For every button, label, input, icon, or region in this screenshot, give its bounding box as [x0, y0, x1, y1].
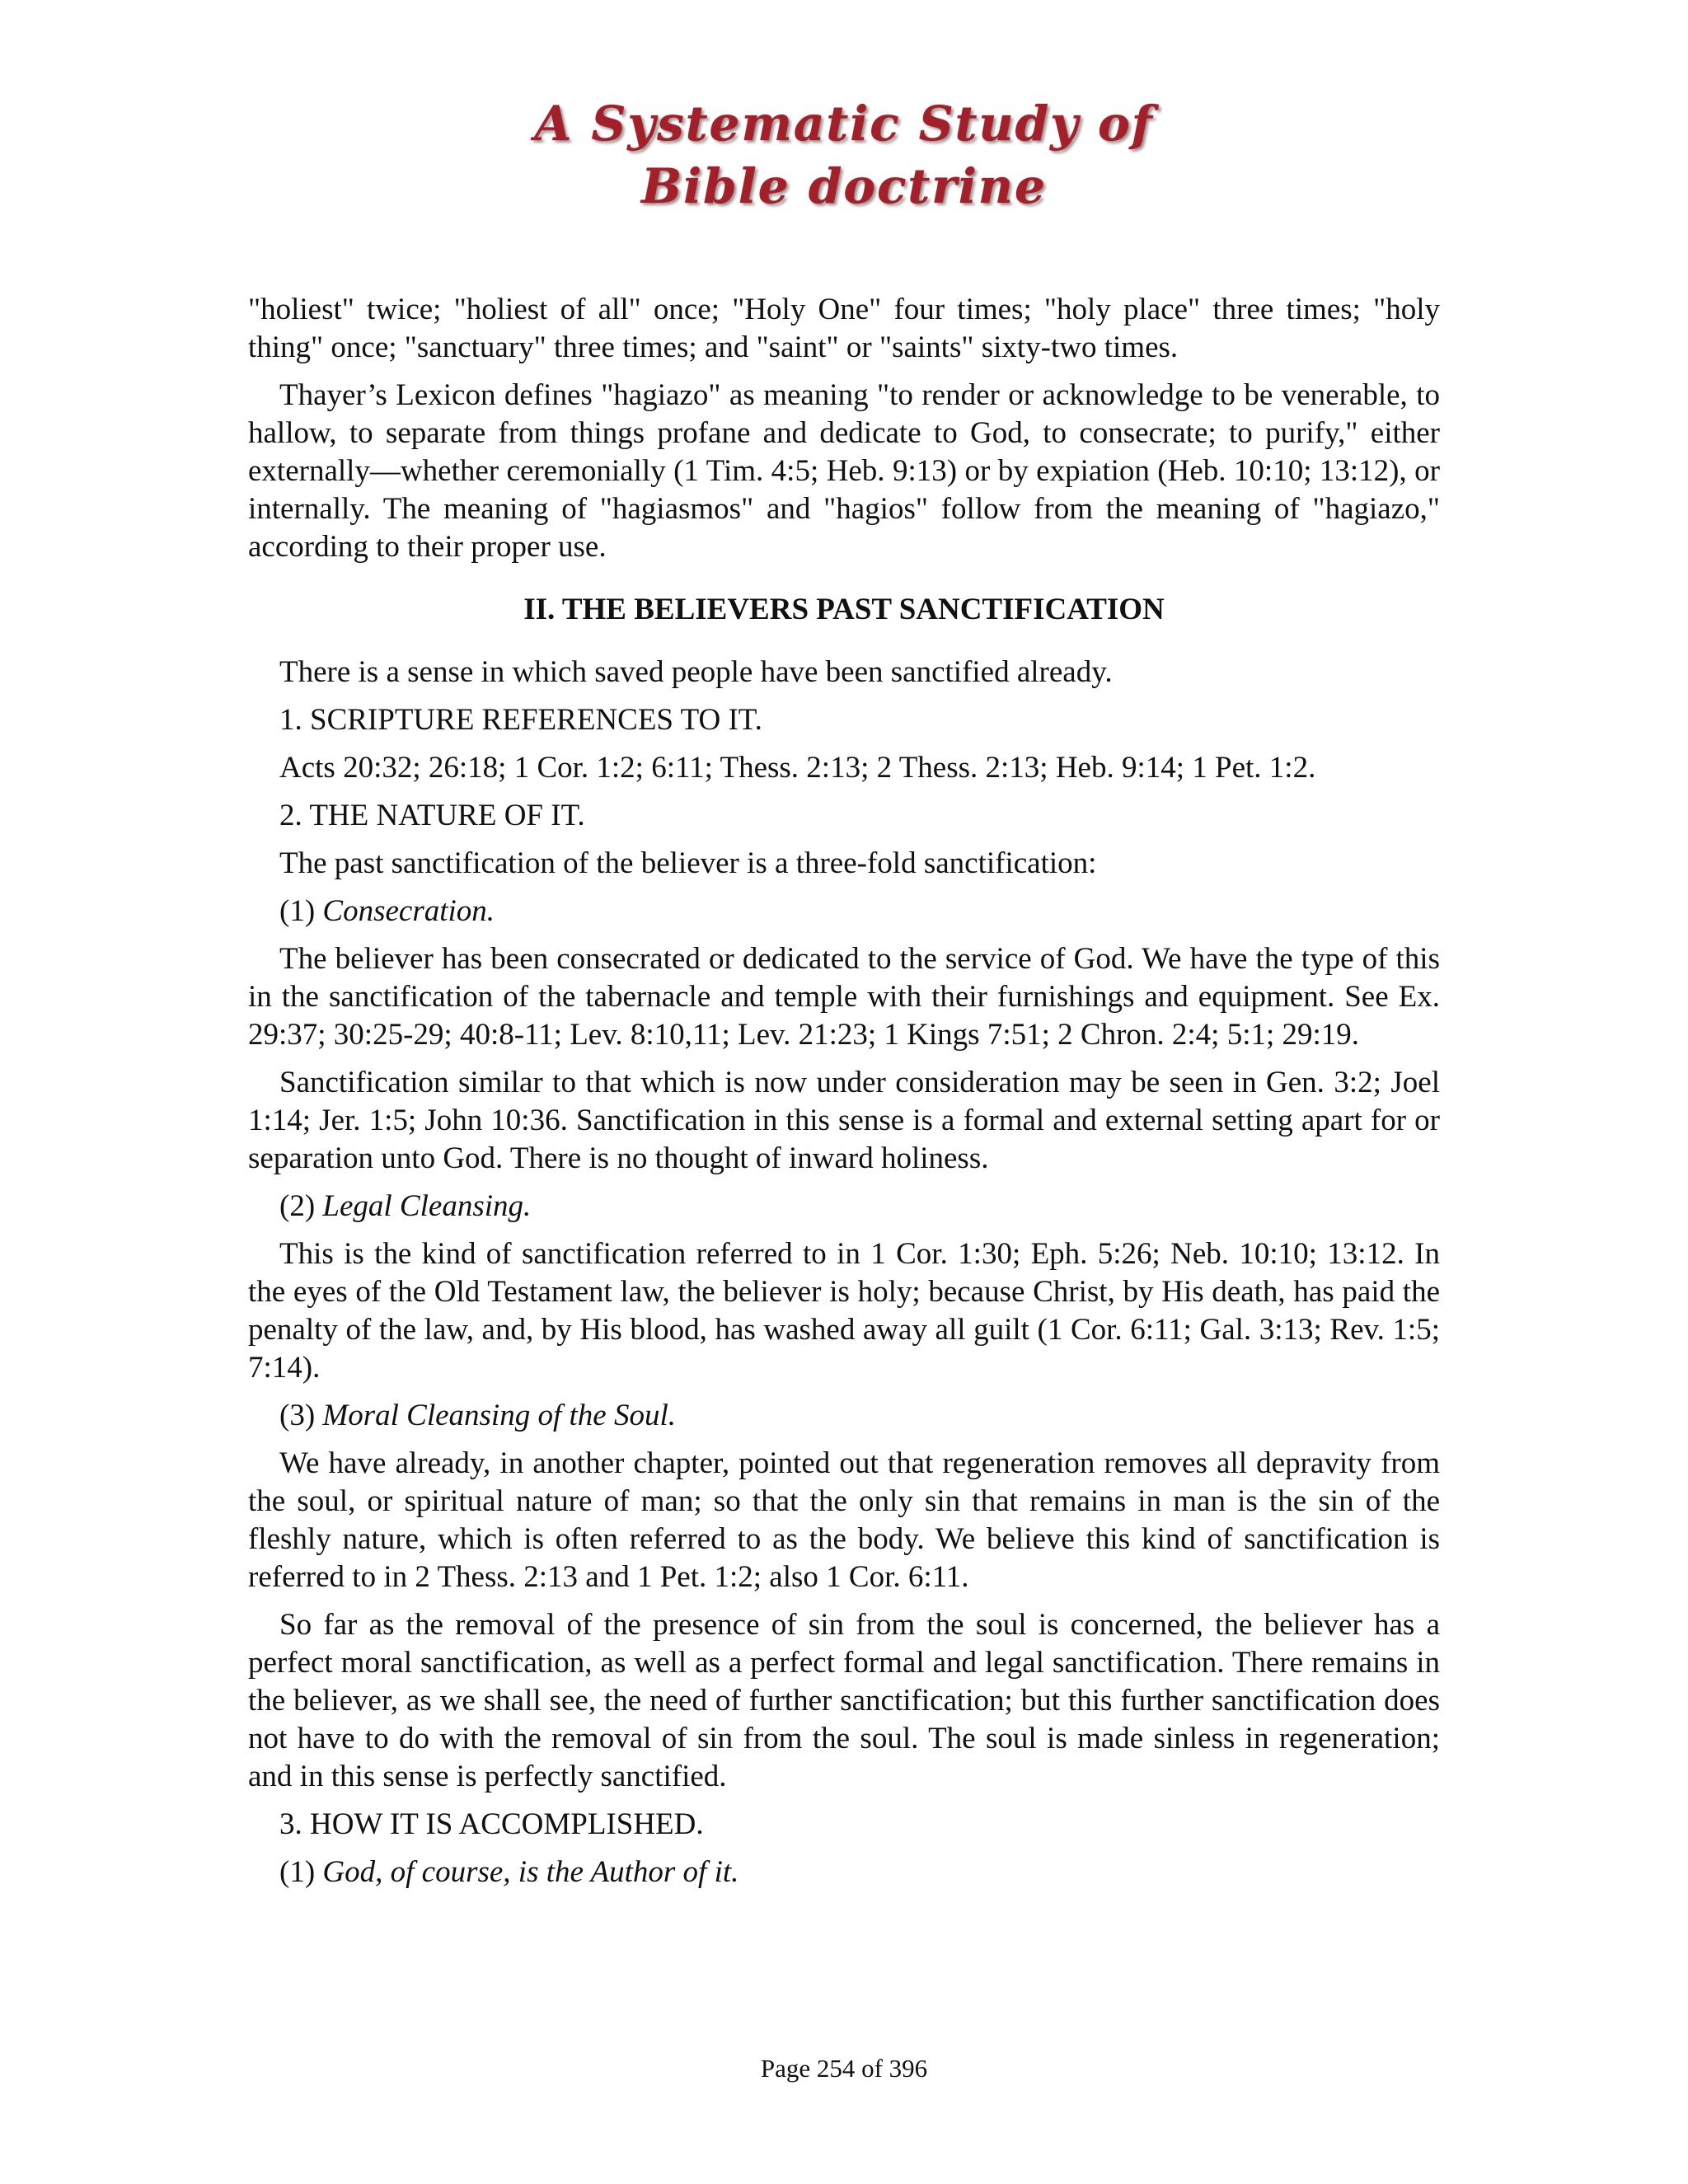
paragraph-6: The believer has been consecrated or dedicated to the service of God. We have the type of this in the sanctification of the tabernacle and temple with their furnishings and equipment. See Ex. 29:37; 30:25-29; 40:8-11; Lev. 8:10,11; Lev. 21:23; 1 Kings 7:51; 2 Chron. 2:4; 5:1; 29:19. — [248, 942, 1440, 1052]
paragraph-4: Acts 20:32; 26:18; 1 Cor. 1:2; 6:11; Thess. 2:13; 2 Thess. 2:13; Heb. 9:14; 1 Pet. 1:2. — [279, 751, 1316, 785]
page-header-title — [0, 92, 1688, 218]
paragraph-3: There is a sense in which saved people have been sanctified already. — [279, 655, 1113, 689]
subheading-1: 1. SCRIPTURE REFERENCES TO IT. — [279, 703, 762, 737]
item-2-title: Legal Cleansing. — [322, 1189, 532, 1223]
paragraph-5: The past sanctification of the believer is a three-fold sanctification: — [279, 846, 1097, 880]
header-title-line-1: A Systematic Study of — [534, 96, 1154, 152]
item-4-number: (1) — [279, 1855, 316, 1889]
item-heading-3 — [248, 1397, 1440, 1435]
paragraph-8: This is the kind of sanctification referred to in 1 Cor. 1:30; Eph. 5:26; Neb. 10:10; 13:12. In the eyes of the Old Testament law, the believer is holy; because Christ, by His death, has paid the penalty of the law, and, by His blood, has washed away all guilt (1 Cor. 6:11; Gal. 3:13; Rev. 1:5; 7:14). — [248, 1237, 1440, 1385]
item-heading-2 — [248, 1188, 1440, 1226]
item-3-number: (3) — [279, 1399, 316, 1432]
paragraph-7: Sanctification similar to that which is now under consideration may be seen in Gen. 3:2; Joel 1:14; Jer. 1:5; John 10:36. Sanctification in this sense is a formal and external setting apart for or separation unto God. There is no thought of inward holiness. — [248, 1066, 1440, 1175]
item-heading-4 — [248, 1854, 1440, 1891]
item-4-title: God, of course, is the Author of it. — [322, 1855, 739, 1889]
subheading-3: 3. HOW IT IS ACCOMPLISHED. — [279, 1807, 704, 1841]
paragraph-9: We have already, in another chapter, pointed out that regeneration removes all depravity from the soul, or spiritual nature of man; so that the only sin that remains in man is the sin of the fleshly nature, which is often referred to as the body. We believe this kind of sanctification is referred to in 2 Thess. 2:13 and 1 Pet. 1:2; also 1 Cor. 6:11. — [248, 1446, 1440, 1594]
document-body — [248, 291, 1440, 1901]
paragraph-10: So far as the removal of the presence of sin from the soul is concerned, the believer has a perfect moral sanctification, as well as a perfect formal and legal sanctification. There remains in the believer, as we shall see, the need of further sanctification; but this further sanctification does not have to do with the removal of sin from the soul. The soul is made sinless in regeneration; and in this sense is perfectly sanctified. — [248, 1608, 1440, 1793]
item-1-title: Consecration. — [322, 894, 495, 928]
item-heading-1 — [248, 893, 1440, 930]
page-number: Page 254 of 396 — [760, 2054, 928, 2083]
header-title-line-2: Bible doctrine — [641, 158, 1047, 214]
paragraph-2: Thayer’s Lexicon defines "hagiazo" as meaning "to render or acknowledge to be venerable, to hallow, to separate from things profane and dedicate to God, to consecrate; to purify," either externally—whether ceremonially (1 Tim. 4:5; Heb. 9:13) or by expiation (Heb. 10:10; 13:12), or internally. The meaning of "hagiasmos" and "hagios" follow from the meaning of "hagiazo," according to their proper use. — [248, 378, 1440, 564]
subheading-2: 2. THE NATURE OF IT. — [279, 799, 585, 832]
item-3-title: Moral Cleansing of the Soul. — [322, 1399, 676, 1432]
paragraph-1: "holiest" twice; "holiest of all" once; "Holy One" four times; "holy place" three times; "holy thing" once; "sanctuary" three times; and "saint" or "saints" sixty-two times. — [248, 293, 1440, 364]
item-2-number: (2) — [279, 1189, 316, 1223]
section-heading: II. THE BELIEVERS PAST SANCTIFICATION — [523, 593, 1165, 626]
item-1-number: (1) — [279, 894, 316, 928]
